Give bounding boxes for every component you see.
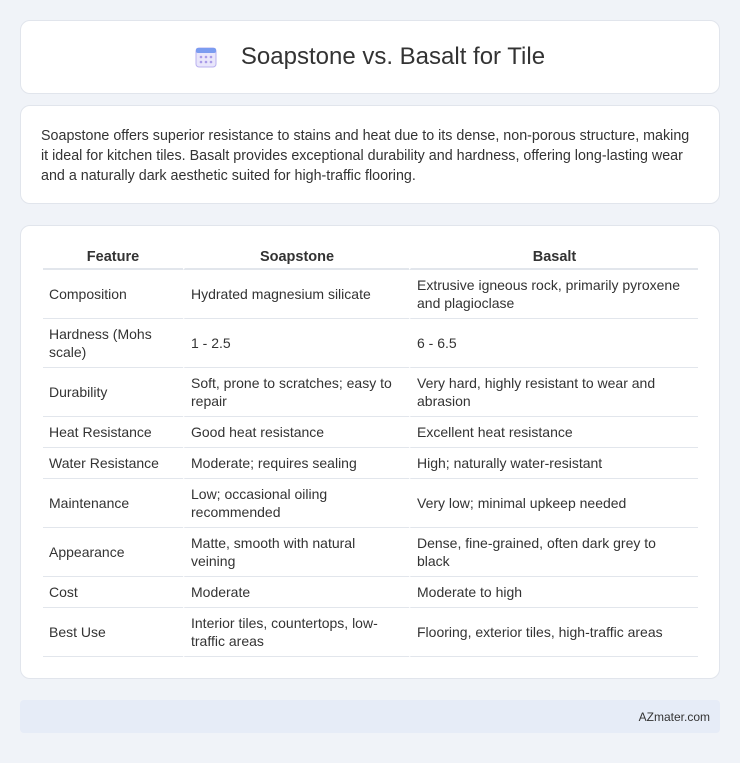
soapstone-cell: Hydrated magnesium silicate [183,270,409,319]
intro-card [20,105,720,204]
feature-cell: Composition [43,270,183,319]
feature-cell: Hardness (Mohs scale) [43,319,183,368]
feature-cell: Water Resistance [43,448,183,479]
basalt-cell: Very hard, highly resistant to wear and abrasion [409,368,698,417]
table-row [43,270,698,319]
soapstone-cell: Moderate; requires sealing [183,448,409,479]
column-header-soapstone: Soapstone [183,246,409,270]
soapstone-cell: Good heat resistance [183,417,409,448]
soapstone-cell: Matte, smooth with natural veining [183,528,409,577]
table-row [43,319,698,368]
table-row [43,368,698,417]
intro-text: Soapstone offers superior resistance to stains and heat due to its dense, non-porous structure, making it ideal for kitchen tiles. Basalt provides exceptional durability and hardness, offering long-lasting wear and a naturally dark aesthetic suited for high-traffic flooring. [41,128,690,184]
table-header-row [43,246,698,270]
soapstone-cell: Soft, prone to scratches; easy to repair [183,368,409,417]
table-row [43,417,698,448]
soapstone-cell: 1 - 2.5 [183,319,409,368]
title-card [20,20,720,94]
basalt-cell: Very low; minimal upkeep needed [409,479,698,528]
table-row [43,479,698,528]
footer-brand[interactable]: AZmater.com [638,709,710,724]
feature-cell: Durability [43,368,183,417]
feature-cell: Best Use [43,608,183,657]
calendar-icon [195,46,217,68]
feature-cell: Heat Resistance [43,417,183,448]
basalt-cell: Moderate to high [409,577,698,608]
column-header-feature: Feature [43,246,183,270]
soapstone-cell: Interior tiles, countertops, low-traffic areas [183,608,409,657]
table-row [43,528,698,577]
table-card [20,225,720,679]
basalt-cell: Flooring, exterior tiles, high-traffic areas [409,608,698,657]
soapstone-cell: Moderate [183,577,409,608]
basalt-cell: Dense, fine-grained, often dark grey to black [409,528,698,577]
column-header-basalt: Basalt [409,246,698,270]
footer-bar [20,700,720,733]
feature-cell: Cost [43,577,183,608]
table-row [43,448,698,479]
table-row [43,577,698,608]
basalt-cell: 6 - 6.5 [409,319,698,368]
feature-cell: Maintenance [43,479,183,528]
basalt-cell: High; naturally water-resistant [409,448,698,479]
page-title: Soapstone vs. Basalt for Tile [240,43,546,70]
soapstone-cell: Low; occasional oiling recommended [183,479,409,528]
basalt-cell: Excellent heat resistance [409,417,698,448]
comparison-table [43,246,698,657]
basalt-cell: Extrusive igneous rock, primarily pyroxene and plagioclase [409,270,698,319]
table-row [43,608,698,657]
feature-cell: Appearance [43,528,183,577]
